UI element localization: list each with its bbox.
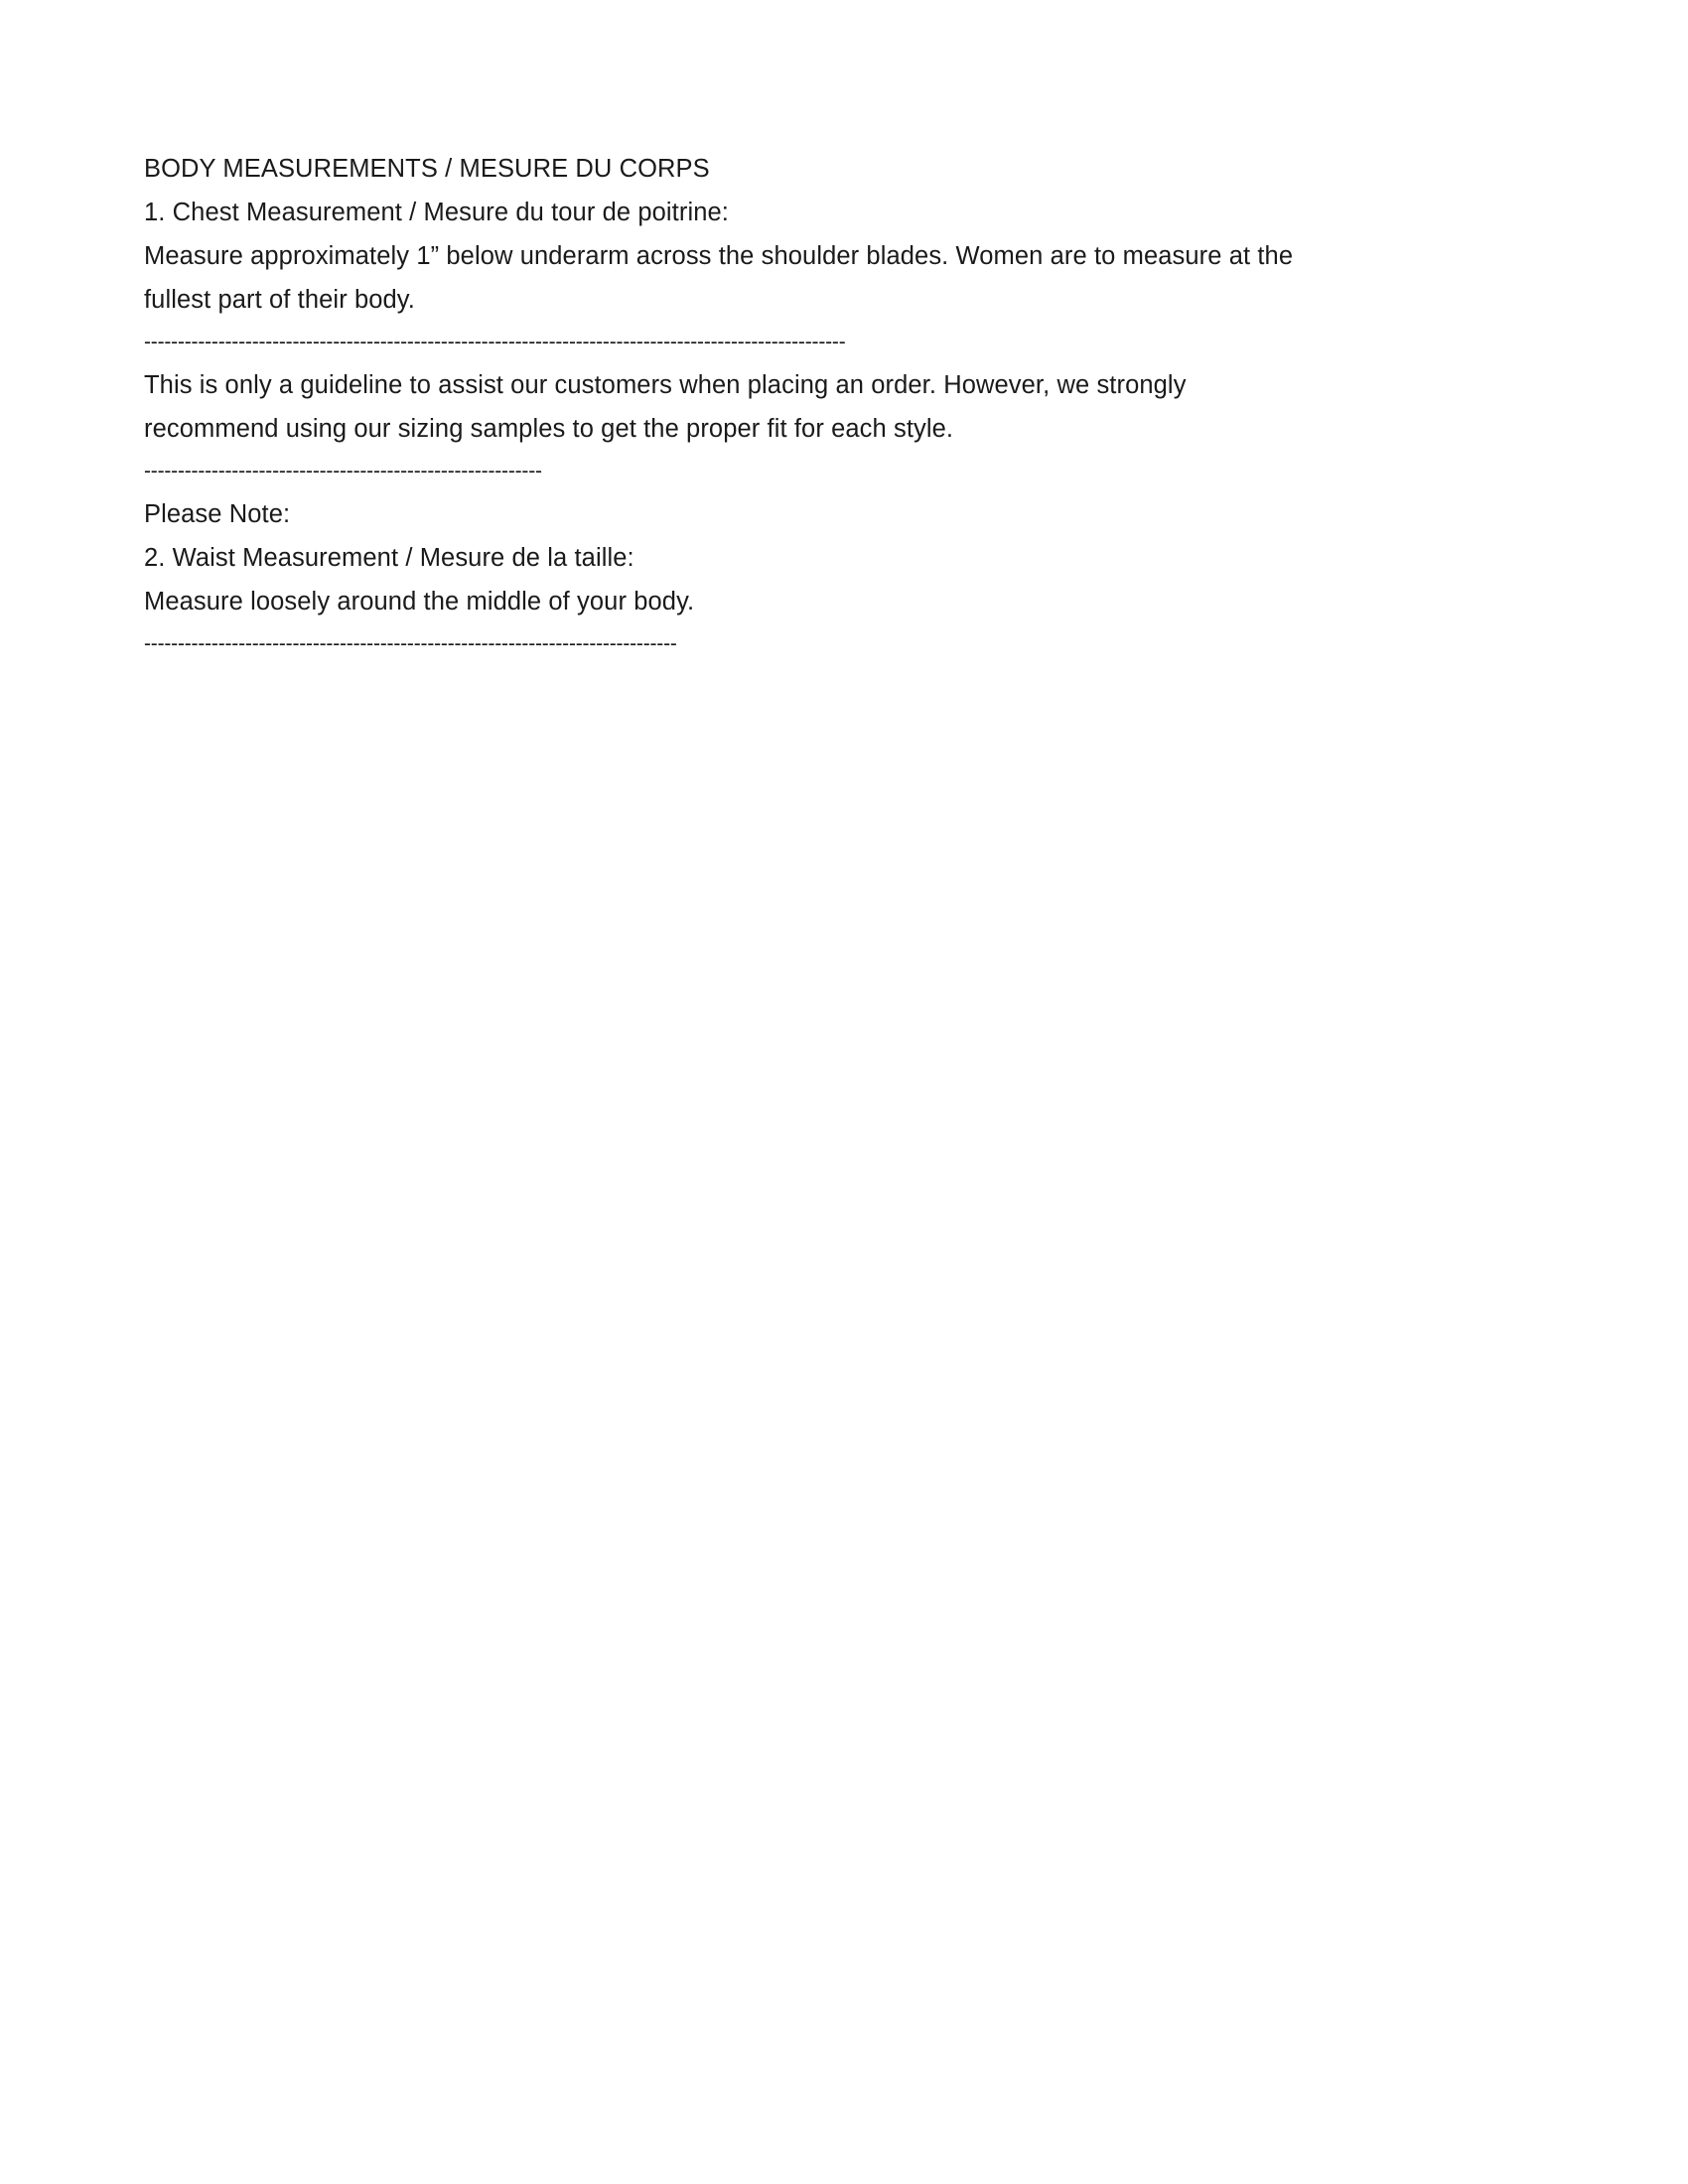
page-title: BODY MEASUREMENTS / MESURE DU CORPS: [144, 155, 710, 183]
chest-measurement-text: Measure approximately 1” below underarm across the shoulder blades. Women are to measure at the fullest part of their body.: [144, 242, 1294, 314]
divider-short: -------------------------------------------------------------------------------: [144, 632, 677, 655]
document-body: [144, 147, 1316, 665]
chest-measurement-label: 1. Chest Measurement / Mesure du tour de poitrine:: [144, 199, 729, 226]
waist-measurement-label: 2. Waist Measurement / Mesure de la taille:: [144, 544, 634, 572]
guideline-note-text: This is only a guideline to assist our customers when placing an order. However, we strongly recommend using our sizing samples to get the proper fit for each style.: [144, 371, 1187, 443]
waist-measurement-text: Measure loosely around the middle of your body.: [144, 588, 695, 615]
divider-long: --------------------------------------------------------------------------------------------------------: [144, 331, 846, 353]
please-note-label: Please Note:: [144, 500, 291, 528]
divider-medium: -----------------------------------------------------------: [144, 460, 542, 482]
